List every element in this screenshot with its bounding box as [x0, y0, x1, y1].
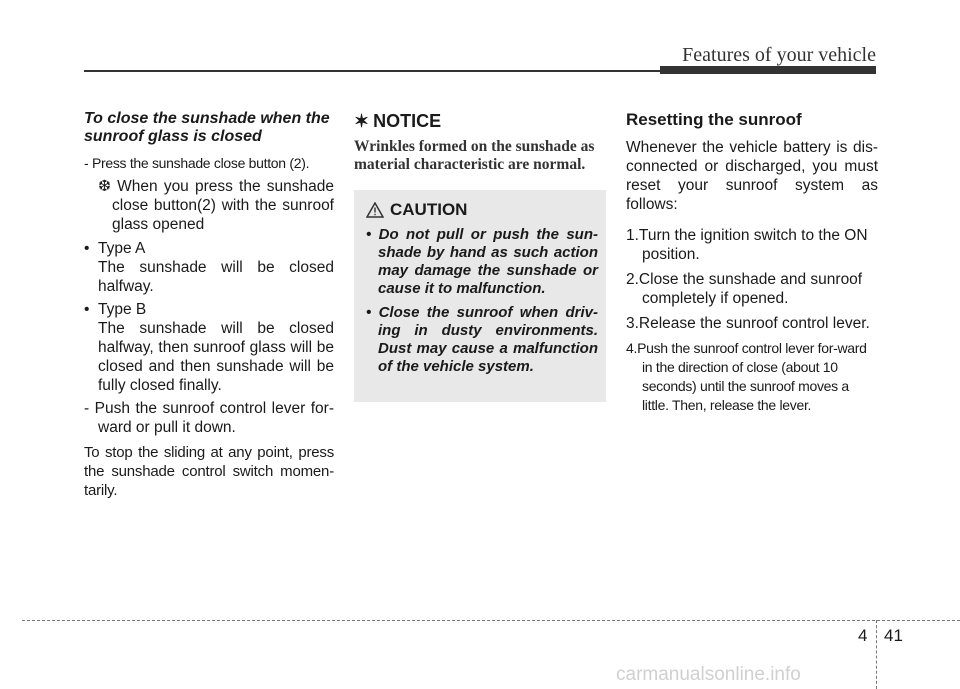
push-step: - Push the sunroof control lever for-ward or pull it down. — [84, 400, 334, 436]
reset-step: 1.Turn the ignition switch to the ON position. — [626, 227, 868, 263]
type-desc: The sunshade will be closed halfway, then sunroof glass will be closed and then sunshade will be fully closed finally. — [98, 320, 334, 394]
type-desc: The sunshade will be closed halfway. — [98, 259, 334, 295]
section-title: Features of your vehicle — [682, 44, 876, 66]
reset-step: 2.Close the sunshade and sunroof completely if opened. — [626, 271, 863, 307]
type-label: Type A — [98, 240, 146, 257]
caution-title: CAUTION — [390, 200, 468, 219]
footer-rule — [22, 620, 960, 621]
reset-intro: Whenever the vehicle battery is dis-connected or discharged, you must reset your sunroof system as follows: — [626, 139, 878, 213]
type-a-item — [84, 239, 334, 296]
right-column — [626, 110, 878, 421]
watermark: carmanualsonline.info — [616, 664, 801, 685]
bullet-icon: • — [84, 301, 90, 318]
notice-text: Wrinkles formed on the sunshade as material characteristic are normal. — [354, 138, 595, 173]
header-rule-thin — [84, 70, 662, 72]
reset-step: 3.Release the sunroof control lever. — [626, 315, 870, 332]
stop-paragraph: To stop the sliding at any point, press the sunshade control switch momen-tarily. — [84, 444, 334, 499]
close-step: - Press the sunshade close button (2). — [84, 155, 310, 171]
note-line: ❆ When you press the sunshade close button(2) with the sunroof glass opened — [98, 178, 334, 233]
resetting-heading: Resetting the sunroof — [626, 110, 802, 129]
caution-item: • Close the sunroof when driv-ing in dusty environments. Dust may cause a malfunction of the vehicle system. — [366, 304, 598, 375]
warning-triangle-icon — [366, 202, 384, 218]
left-column — [84, 110, 334, 500]
header-rule-thick — [660, 66, 876, 74]
page-number: 41 — [884, 626, 903, 645]
notice-heading: ✶ NOTICE — [354, 111, 442, 131]
chapter-number: 4 — [858, 626, 868, 645]
reset-step: 4.Push the sunroof control lever for-ward in the direction of close (about 10 seconds) until the sunroof moves a little. Then, release the lever. — [626, 340, 867, 413]
type-label: Type B — [98, 301, 147, 318]
notice-star-icon: ✶ — [354, 111, 370, 131]
type-b-item — [84, 300, 334, 395]
middle-column — [354, 110, 606, 402]
page-divider — [876, 620, 877, 689]
bullet-icon: • — [84, 240, 90, 257]
close-sunshade-heading: To close the sunshade when the sunroof glass is closed — [84, 110, 330, 145]
caution-item: • Do not pull or push the sun-shade by hand as such action may damage the sunshade or cause it to malfunction. — [366, 226, 598, 297]
caution-box — [354, 190, 606, 402]
